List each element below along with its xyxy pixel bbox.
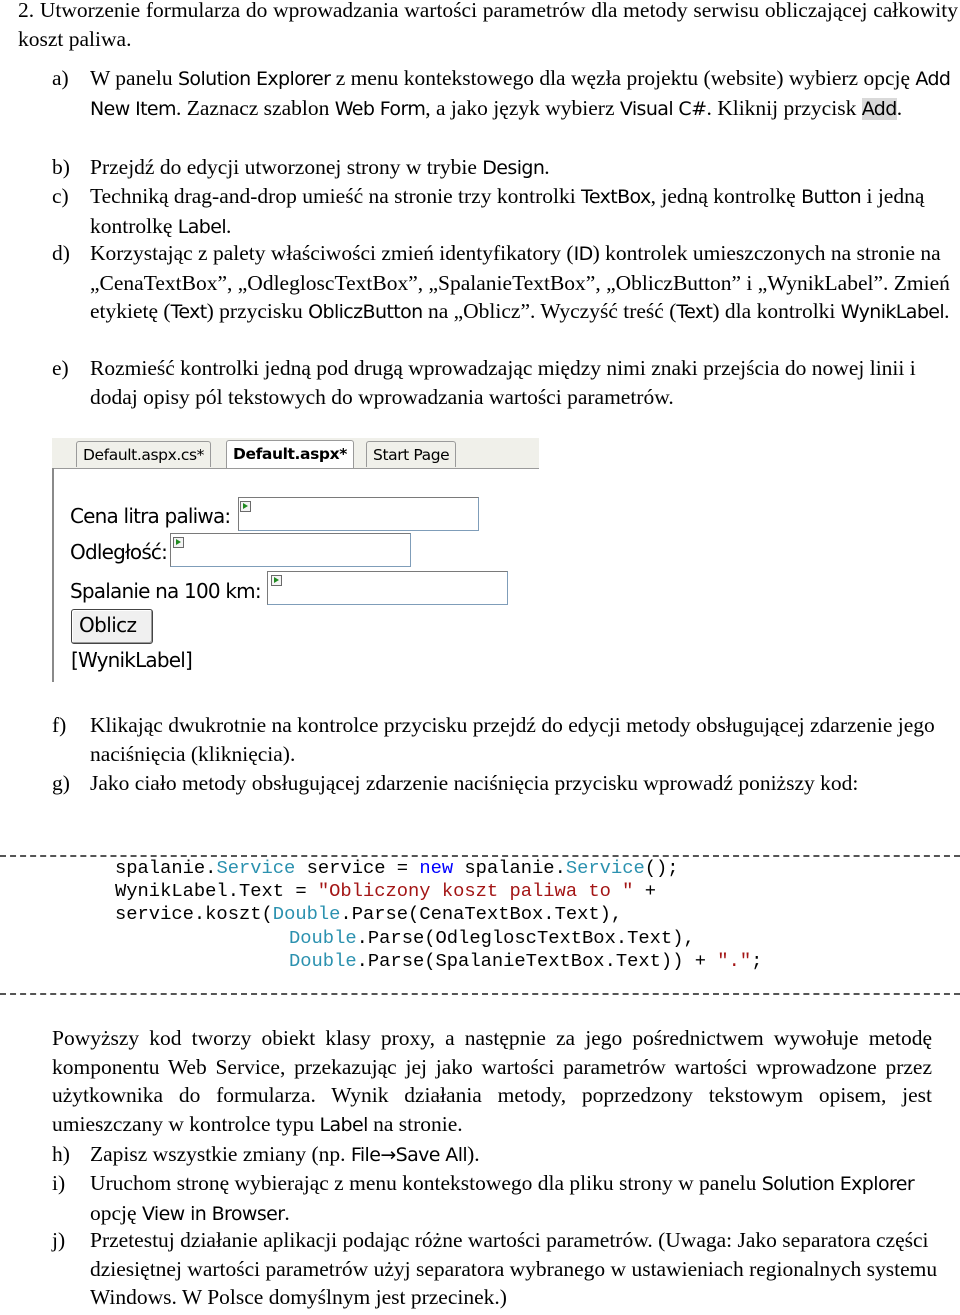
step-label: h) (52, 1142, 70, 1166)
spalanie-textbox[interactable] (267, 571, 508, 605)
step-text: Uruchom stronę wybierając z menu kontekstowego dla pliku strony w panelu Solution Explorer opcję View in Browser. (90, 1171, 915, 1225)
ui-term: WynikLabel (840, 301, 945, 324)
code-line: service.koszt(Double.Parse(CenaTextBox.Text), (115, 903, 623, 925)
step-text: Przejdź do edycji utworzonej strony w trybie Design. (90, 155, 550, 179)
ui-term: Label (319, 1114, 368, 1137)
ui-term-highlighted: Add (861, 97, 897, 120)
code-block (0, 855, 960, 995)
step-text: Klikając dwukrotnie na kontrolce przycisku przejdź do edycji metody obsługującej zdarzenie jego naciśnięcia (kliknięcia). (90, 713, 935, 766)
ui-term: Label (177, 215, 227, 238)
smart-tag-icon[interactable] (271, 575, 282, 586)
oblicz-button-label: Oblicz (79, 613, 137, 637)
designer-screenshot (52, 438, 539, 682)
step-text: Jako ciało metody obsługującej zdarzenie naciśnięcia przycisku wprowadź poniższy kod: (90, 771, 859, 795)
ui-term: Button (801, 186, 862, 208)
ui-term: Text (676, 301, 713, 324)
code-line: Double.Parse(SpalanieTextBox.Text)) + "."; (289, 950, 763, 972)
step-label: c) (52, 184, 69, 208)
label-cena: Cena litra paliwa: (70, 504, 231, 528)
code-line: WynikLabel.Text = "Obliczony koszt paliwa to " + (115, 880, 656, 902)
ui-term: View in Browser (141, 1202, 285, 1225)
step-text: Przetestuj działanie aplikacji podając różne wartości parametrów. (Uwaga: Jako separatora części dziesiętnej wartości parametrów użyj separatora wybranego w ustawieniach regionalnych systemu Windows. W Polsce domyślnym jest przecinek.) (90, 1228, 938, 1310)
label-odleglosc: Odległość: (70, 540, 168, 564)
explanation-paragraph: Powyższy kod tworzy obiekt klasy proxy, a następnie za jego pośrednictwem wywołuje metodę komponentu Web Service, przekazując jej jako wartości parametrów wartości wprowadzone przez użytkownika do formularza. Wynik działania metody, poprzedzony tekstowym opisem, jest umieszczany w kontrolce typu Label na stronie. (52, 1026, 932, 1137)
step-label: f) (52, 713, 67, 737)
ui-term: ObliczButton (308, 301, 423, 324)
step-text: Rozmieść kontrolki jedną pod drugą wprowadzając między nimi znaki przejścia do nowej linii i dodaj opisy pól tekstowych do wprowadzania wartości parametrów. (90, 356, 916, 409)
step-label: b) (52, 155, 70, 179)
step-text: W panelu Solution Explorer z menu kontekstowego dla węzła projektu (website) wybierz opcję Add New Item. Zaznacz szablon Web Form, a jako język wybierz Visual C#. Kliknij przycisk Add. (90, 66, 951, 120)
ui-term: Visual C# (619, 97, 707, 120)
ui-term: Add New Item (90, 68, 951, 120)
ui-term: ID (573, 243, 593, 265)
ui-term: Design (482, 157, 545, 179)
tab-start-page[interactable]: Start Page (366, 441, 456, 467)
step-label: d) (52, 241, 70, 265)
step-label: e) (52, 356, 69, 380)
oblicz-button[interactable] (71, 609, 153, 644)
step-label: a) (52, 66, 69, 90)
tab-default-aspx[interactable]: Default.aspx* (226, 440, 354, 468)
smart-tag-icon[interactable] (240, 501, 251, 512)
odleglosc-textbox[interactable] (170, 533, 411, 567)
step-label: j) (52, 1228, 66, 1252)
smart-tag-icon[interactable] (173, 537, 184, 548)
wynik-label: [WynikLabel] (71, 648, 193, 672)
ui-term: TextBox (581, 186, 651, 208)
designer-left-border (52, 468, 54, 682)
tab-default-aspx-cs[interactable]: Default.aspx.cs* (76, 441, 211, 467)
code-line: spalanie.Service service = new spalanie.Service(); (115, 857, 679, 879)
ui-term: File→Save All (350, 1144, 468, 1166)
step-label: i) (52, 1171, 66, 1195)
step-text: Korzystając z palety właściwości zmień identyfikatory (ID) kontrolek umieszczonych na stronie na „CenaTextBox”, „OdlegloscTextBox”, „SpalanieTextBox”, „ObliczButton” i „WynikLabel”. Zmień etykietę (Text) przycisku ObliczButton na „Oblicz”. Wyczyść treść (Text) dla kontrolki WynikLabel. (90, 241, 950, 324)
step-text: Zapisz wszystkie zmiany (np. File→Save All). (90, 1142, 480, 1166)
code-line: Double.Parse(OdlegloscTextBox.Text), (289, 927, 695, 949)
label-spalanie: Spalanie na 100 km: (70, 579, 261, 603)
cena-textbox[interactable] (238, 497, 479, 531)
section-heading: 2. Utworzenie formularza do wprowadzania wartości parametrów dla metody serwisu obliczającej całkowity koszt paliwa. (18, 0, 958, 51)
ui-term: Solution Explorer (761, 1173, 915, 1195)
document-tab-bar (52, 438, 539, 469)
ui-term: Web Form (334, 97, 426, 120)
step-label: g) (52, 771, 70, 795)
ui-term: Solution Explorer (177, 68, 331, 90)
ui-term: Text (170, 301, 207, 324)
step-text: Techniką drag-and-drop umieść na stronie trzy kontrolki TextBox, jedną kontrolkę Button i jedną kontrolkę Label. (90, 184, 925, 238)
